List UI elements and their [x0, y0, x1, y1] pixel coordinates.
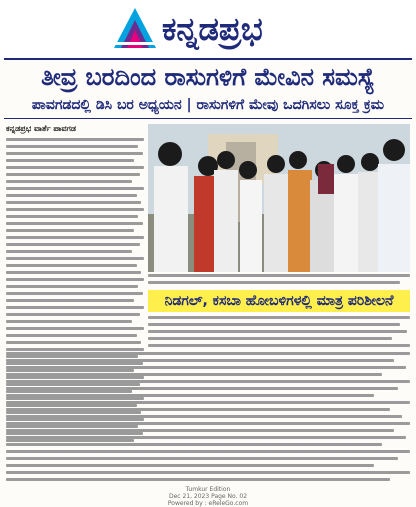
text-line — [6, 380, 410, 383]
subhead: ಪಾವಗಡದಲ್ಲಿ ಡಿಸಿ ಬರ ಅಧ್ಯಯನ | ರಾಸುಗಳಿಗೆ ಮೇವು ಒದಗಿಸಲು ಸೂಕ್ತ ಕ್ರಮ — [31, 97, 385, 113]
text-line — [6, 436, 406, 439]
photo-caption-lines — [148, 274, 410, 284]
text-line — [148, 323, 400, 326]
subhead-rule — [4, 118, 412, 119]
text-line — [148, 316, 410, 319]
text-line — [6, 429, 394, 432]
footer-powered-by: Powered by : eReleGo.com — [167, 500, 249, 507]
text-line — [6, 464, 374, 467]
text-line — [6, 166, 144, 169]
text-line — [6, 187, 144, 190]
text-line — [6, 180, 132, 183]
text-line — [6, 450, 410, 453]
headline: ತೀವ್ರ ಬರದಿಂದ ರಾಸುಗಳಿಗೆ ಮೇವಿನ ಸಮಸ್ಯೆ — [41, 63, 375, 91]
text-line — [6, 243, 140, 246]
text-line — [6, 250, 132, 253]
text-line — [6, 443, 382, 446]
photo-caption — [148, 274, 410, 290]
text-line — [6, 173, 140, 176]
text-line — [6, 285, 138, 288]
highlight-body-lines — [148, 316, 410, 347]
highlight-box — [148, 290, 410, 312]
text-line — [148, 337, 392, 340]
text-line — [148, 274, 410, 277]
text-line — [6, 401, 410, 404]
text-line — [6, 292, 143, 295]
text-line — [148, 330, 407, 333]
text-line — [6, 194, 137, 197]
text-line — [6, 208, 144, 211]
text-line — [6, 387, 398, 390]
text-line — [6, 471, 410, 474]
text-line — [6, 201, 141, 204]
text-line — [148, 344, 410, 347]
text-line — [6, 320, 132, 323]
news-photo-image — [148, 124, 410, 272]
text-line — [6, 366, 406, 369]
text-line — [6, 359, 394, 362]
text-line — [148, 281, 400, 284]
text-line — [6, 264, 137, 267]
kannadaprabha-logo-icon — [112, 6, 158, 52]
text-line — [6, 348, 144, 351]
highlight-title: ನಿಡಗಲ್, ಕಸಬಾ ಹೋಬಳಿಗಳಲ್ಲಿ ಮಾತ್ರ ಪರಿಶೀಲನೆ — [164, 293, 394, 309]
lower-article-lines — [6, 352, 410, 484]
text-line — [6, 408, 390, 411]
text-line — [6, 222, 143, 225]
text-line — [6, 236, 144, 239]
text-line — [6, 478, 390, 481]
text-line — [6, 313, 140, 316]
text-line — [6, 341, 141, 344]
text-line — [6, 415, 402, 418]
footer — [0, 486, 416, 507]
text-line — [6, 422, 410, 425]
byline: ಕನ್ನಡಪ್ರಭ ವಾರ್ತೆ ಪಾವಗಡ — [6, 124, 76, 133]
text-line — [6, 257, 144, 260]
text-line — [6, 152, 143, 155]
text-line — [6, 271, 141, 274]
footer-date-page: Dec 21, 2023 Page No. 02 — [168, 493, 248, 500]
news-photo — [148, 124, 410, 272]
footer-edition: Tumkur Edition — [185, 486, 231, 493]
masthead-rule — [4, 58, 412, 60]
text-line — [6, 278, 144, 281]
text-line — [6, 229, 134, 232]
highlight-body-text — [148, 316, 410, 348]
text-line — [6, 138, 144, 141]
text-line — [6, 215, 138, 218]
text-line — [6, 373, 382, 376]
text-line — [6, 159, 134, 162]
lower-article-text — [6, 352, 410, 484]
masthead — [0, 0, 416, 58]
text-line — [6, 334, 137, 337]
text-line — [6, 306, 144, 309]
text-line — [6, 457, 398, 460]
text-line — [6, 145, 138, 148]
paper-name: ಕನ್ನಡಪ್ರಭ — [162, 10, 263, 48]
text-line — [6, 352, 410, 355]
text-line — [6, 394, 374, 397]
text-line — [6, 327, 144, 330]
text-line — [6, 299, 134, 302]
